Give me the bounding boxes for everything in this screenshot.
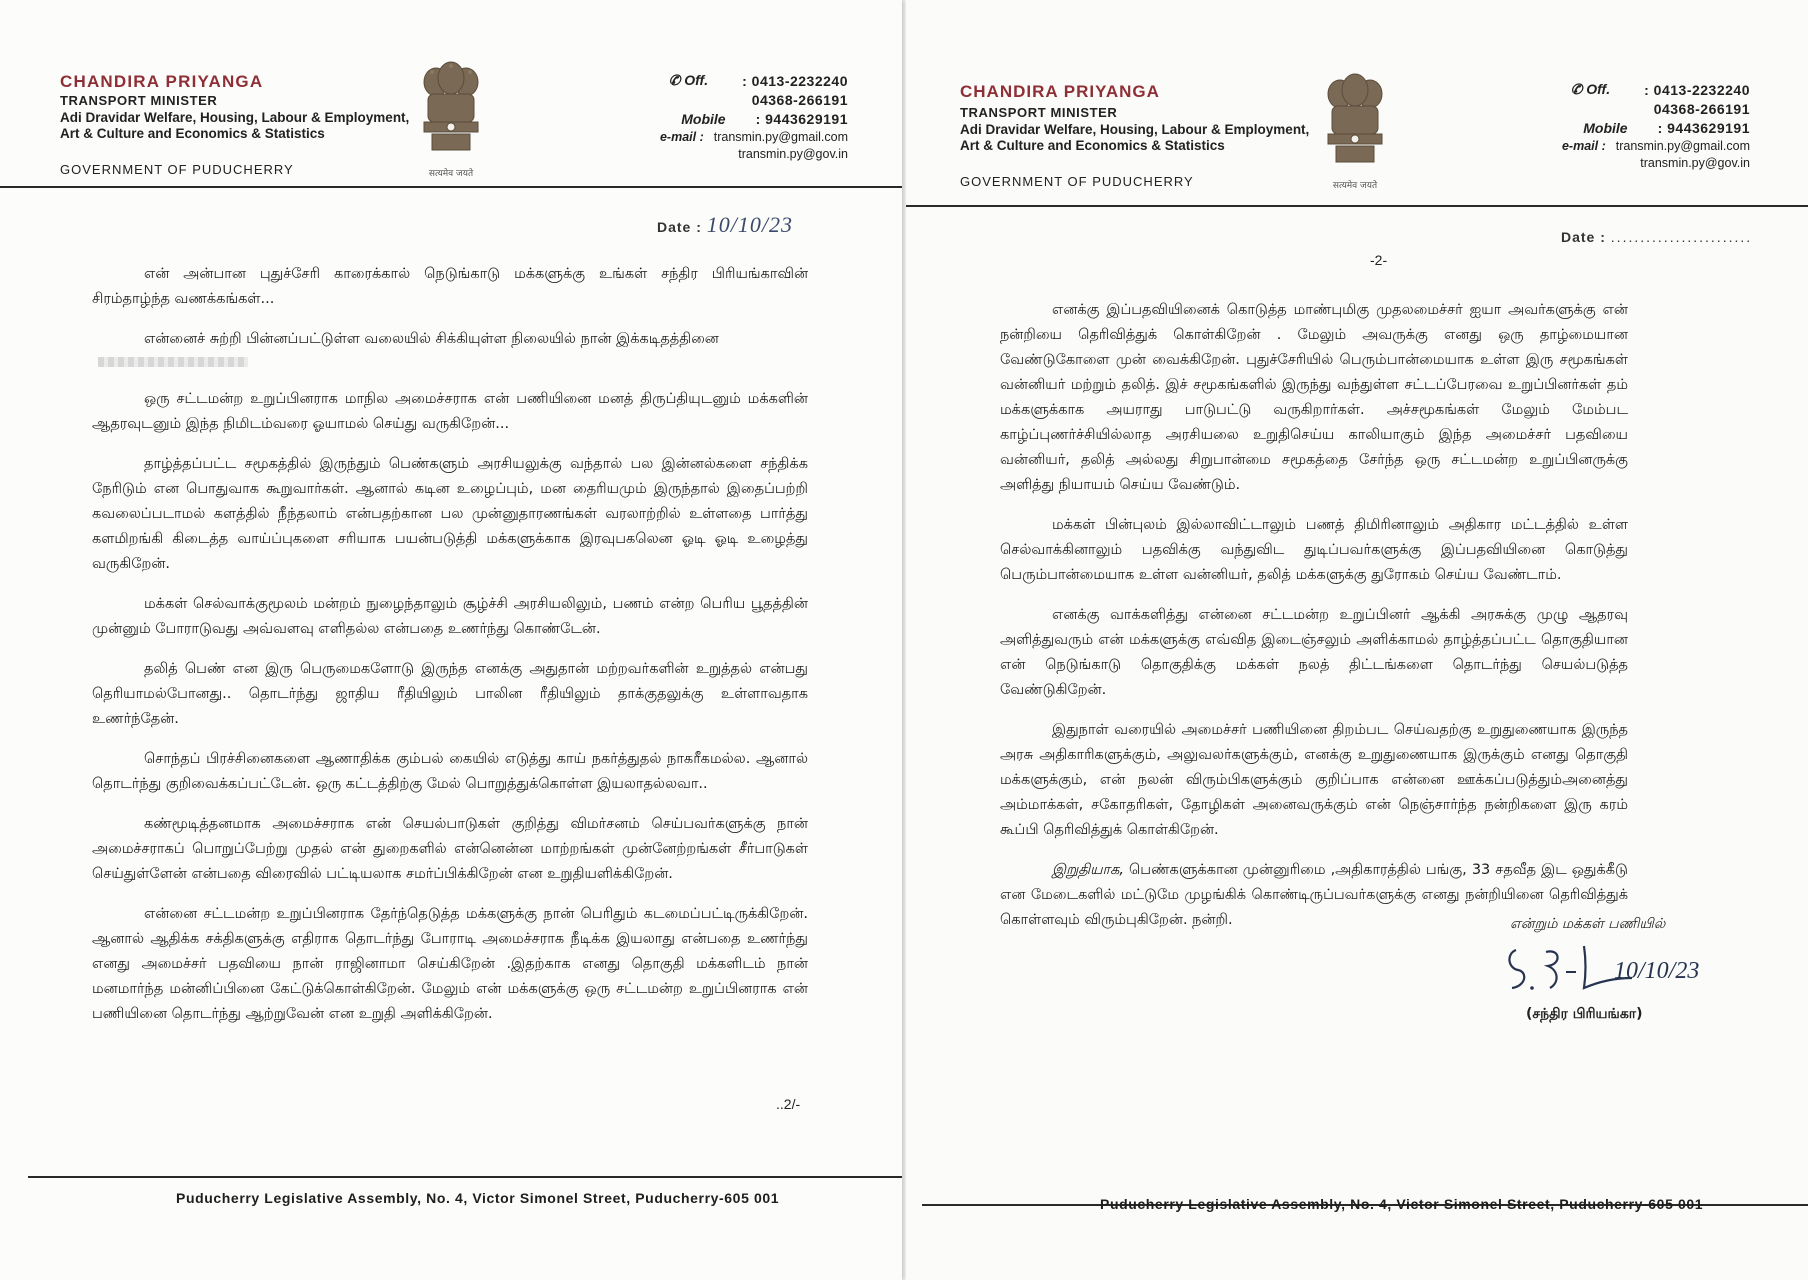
government-name: GOVERNMENT OF PUDUCHERRY [60,162,294,177]
emblem-motto: सत्यमेव जयते [428,169,474,179]
page-number: -2- [1370,252,1388,268]
mobile-label: Mobile [1583,119,1628,136]
government-name: GOVERNMENT OF PUDUCHERRY [960,174,1194,189]
emblem-motto: सत्यमेव जयते [1332,181,1378,191]
date-line [657,212,793,238]
continued-marker: ..2/- [776,1096,801,1112]
paragraph: எனக்கு வாக்களித்து என்னை சட்டமன்ற உறுப்பினர் ஆக்கி அரசுக்கு முழு ஆதரவு அளித்துவரும் என் மக்களுக்கு எவ்வித இடைஞ்சலும் அளிக்காமல் தாழ்த்தப்பட்ட தொகுதியான என் நெடுங்காடு தொகுதிக்கு மக்கள் நலத் திட்டங்களை தொடர்ந்து செயல்படுத்த வேண்டுகிறேன். [1000,607,1628,698]
redacted-text-smudge [98,357,248,367]
email-2: transmin.py@gov.in [738,146,848,161]
signature [1502,938,1712,1012]
email-1: transmin.py@gmail.com [713,129,848,144]
contact-block [1490,80,1750,171]
email-label: e-mail : [1561,138,1606,153]
closing-phrase: என்றும் மக்கள் பணியில் [1510,916,1666,932]
footer-address: Puducherry Legislative Assembly, No. 4, Victor Simonel Street, Puducherry-605 001 [1100,1196,1704,1212]
paragraph: கண்மூடித்தனமாக அமைச்சராக என் செயல்பாடுகள் குறித்து விமர்சனம் செய்பவர்களுக்கு நான் அமைச்சராகப் பொறுப்பேற்று முதல் என் துறைகளில் என்னென்ன மாற்றங்கள் முன்னேற்றங்கள் சீர்பாடுகள் செய்துள்ளேன் என்பதை விரைவில் பட்டியலாக சமர்ப்பிக்கிறேன் என உறுதியளிக்கிறேன். [92,816,808,882]
national-emblem-icon [414,54,488,182]
paragraph: தாழ்த்தப்பட்ட சமூகத்தில் இருந்தும் பெண்களும் அரசியலுக்கு வந்தால் பல இன்னல்களை சந்திக்க நேரிடும் என பொதுவாக கூறுவார்கள். ஆனால் கடின உழைப்பும், மன தைரியமும் இருந்தால் இதைப்பற்றி கவலைப்படாமல் களத்தில் நீந்தலாம் என்பதற்கான பல முன்னுதாரணங்கள் வரலாற்றில் உள்ளதை பார்த்து களமிறங்கி கிடைத்த வாய்ப்புகளை சரியாக பயன்படுத்தி மக்களுக்காக இரவுபகலென ஓடி ஓடி உழைத்து வருகிறேன். [92,456,808,572]
letter-page-2 [906,0,1808,1280]
mobile-number: : 9443629191 [1657,119,1750,136]
final-rest: பெண்களுக்கான முன்னுரிமை ,அதிகாரத்தில் பங்கு, 33 சதவீத இட ஒதுக்கீடு என மேடைகளில் மட்டுமே முழங்கிக் கொண்டிருப்பவர்களுக்கு எனது நன்றியினை தெரிவித்துக் கொள்ளவும் விரும்புகிறேன். நன்றி. [1000,862,1628,928]
minister-designation: TRANSPORT MINISTER [960,105,1118,120]
office-phone-1: : 0413-2232240 [742,72,848,89]
date-label: Date : [657,219,702,235]
date-blank: ........................ [1610,229,1753,245]
signatory-name: (சந்திர பிரியங்கா) [1526,1006,1643,1022]
office-phone-1: : 0413-2232240 [1644,81,1750,98]
mobile-label: Mobile [681,110,726,127]
date-line [1561,229,1752,245]
paragraph: சொந்தப் பிரச்சினைகளை ஆணாதிக்க கும்பல் கையில் எடுத்து காய் நகர்த்துதல் நாகரீகமல்ல. ஆனால் தொடர்ந்து குறிவைக்கப்பட்டேன். ஒரு கட்டத்திற்கு மேல் பொறுத்துக்கொள்ள இயலாதல்லவா.. [92,751,808,792]
paragraph: தலித் பெண் என இரு பெருமைகளோடு இருந்த எனக்கு அதுதான் மற்றவர்களின் உறுத்தல் என்பது தெரியாமல்போனது.. தொடர்ந்து ஜாதிய ரீதியிலும் பாலின ரீதியிலும் தாக்குதலுக்கு உள்ளாவதாக உணர்ந்தேன். [92,661,808,727]
minister-name: CHANDIRA PRIYANGA [960,82,1160,101]
office-phone-2: 04368-266191 [751,91,848,108]
date-label: Date : [1561,229,1606,245]
letter-body-page-1 [92,262,808,1042]
paragraph: மக்கள் பின்புலம் இல்லாவிட்டாலும் பணத் திமிரினாலும் அதிகார மட்டத்தில் உள்ள செல்வாக்கினாலும் பதவிக்கு வந்துவிட துடிப்பவர்களுக்கு இப்பதவியினை கொடுத்து பெரும்பான்மையாக உள்ள வன்னியர், தலித் மக்களுக்கு துரோகம் செய்ய வேண்டாம். [1000,517,1628,583]
office-phone-label: ✆ Off. [668,72,709,88]
header-rule [0,186,902,188]
footer-rule [28,1176,902,1178]
minister-designation: TRANSPORT MINISTER [60,93,218,108]
paragraph: என்னைச் சுற்றி பின்னப்பட்டுள்ள வலையில் சிக்கியுள்ள நிலையில் நான் இக்கடிதத்தினை [144,331,719,347]
final-lead: இறுதியாக, [1052,862,1124,878]
header-rule [906,205,1808,207]
email-2: transmin.py@gov.in [1640,155,1750,170]
minister-name: CHANDIRA PRIYANGA [60,72,264,91]
footer-address: Puducherry Legislative Assembly, No. 4, Victor Simonel Street, Puducherry-605 001 [176,1190,780,1206]
minister-departments: Adi Dravidar Welfare, Housing, Labour & Employment, Art & Culture and Economics & Statistics [60,110,410,141]
email-label: e-mail : [659,129,704,144]
paragraph: ஒரு சட்டமன்ற உறுப்பினராக மாநில அமைச்சராக என் பணியினை மனத் திருப்தியுடனும் மக்களின் ஆதரவுடனும் இந்த நிமிடம்வரை ஓயாமல் செய்து வருகிறேன்... [92,391,808,432]
contact-block [588,71,848,162]
paragraph: என்னை சட்டமன்ற உறுப்பினராக தேர்ந்தெடுத்த மக்களுக்கு நான் பெரிதும் கடமைப்பட்டிருக்கிறேன். ஆனால் ஆதிக்க சக்திகளுக்கு எதிராக தொடர்ந்து போராடி அமைச்சராக நீடிக்க இயலாது என்பதை உணர்ந்து எனது அமைச்சர் பதவியை நான் ராஜினாமா செய்கிறேன் .இதற்காக எனது தொகுதி மக்களிடம் நான் மனமார்ந்த மன்னிப்பினை கேட்டுக்கொள்கிறேன். மேலும் என் மக்களுக்கு ஒரு சட்டமன்ற உறுப்பினராக என் பணியினை தொடர்ந்து ஆற்றுவேன் என உறுதி அளிக்கிறேன். [92,906,808,1022]
mobile-number: : 9443629191 [755,110,848,127]
national-emblem-icon [1318,66,1392,194]
letter-page-1 [0,0,902,1280]
office-phone-2: 04368-266191 [1653,100,1750,117]
letter-body-page-2 [1000,298,1628,948]
paragraph: எனக்கு இப்பதவியினைக் கொடுத்த மாண்புமிகு முதலமைச்சர் ஐயா அவர்களுக்கு என் நன்றியை தெரிவித்துக் கொள்கிறேன் . மேலும் அவருக்கு எனது ஒரு தாழ்மையான வேண்டுகோளை முன் வைக்கிறேன். புதுச்சேரியில் பெரும்பான்மையாக உள்ள இரு சமூகங்கள் வன்னியர் மற்றும் தலித். இச் சமூகங்களில் இருந்து வந்துள்ள சட்டப்பேரவை உறுப்பினர்கள் தம் மக்களுக்காக அயராது பாடுபட்டு வருகிறார்கள். அச்சமூகங்கள் மேலும் மேம்பட காழ்ப்புணர்ச்சியில்லாத அரசியலை உறுதிசெய்ய காலியாகும் இந்த அமைச்சர் பதவியை வன்னியர், தலித் அல்லது சிறுபான்மை சமூகத்தை சேர்ந்த ஒரு சட்டமன்ற உறுப்பினருக்கு அளித்து நியாயம் செய்ய வேண்டும். [1000,302,1628,493]
paragraph: மக்கள் செல்வாக்குமூலம் மன்றம் நுழைந்தாலும் சூழ்ச்சி அரசியலிலும், பணம் என்ற பெரிய பூதத்தின் முன்னும் போராடுவது அவ்வளவு எளிதல்ல என்பதை உணர்ந்து கொண்டேன். [92,596,808,637]
email-1: transmin.py@gmail.com [1615,138,1750,153]
minister-departments: Adi Dravidar Welfare, Housing, Labour & Employment, Art & Culture and Economics & Statistics [960,122,1310,153]
date-value: 10/10/23 [706,212,794,237]
paragraph: என் அன்பான புதுச்சேரி காரைக்கால் நெடுங்காடு மக்களுக்கு உங்கள் சந்திர பிரியங்காவின் சிரம்தாழ்ந்த வணக்கங்கள்... [92,266,808,307]
signature-date: 10/10/23 [1614,958,1700,984]
paragraph: இதுநாள் வரையில் அமைச்சர் பணியினை திறம்பட செய்வதற்கு உறுதுணையாக இருந்த அரசு அதிகாரிகளுக்கும், அலுவலர்களுக்கும், எனக்கு உறுதுணையாக இருக்கும் எனது தொகுதி மக்களுக்கும், என் நலன் விரும்பிகளுக்கும் குறிப்பாக என்னை ஊக்கப்படுத்தும்அனைத்து அம்மாக்கள், சகோதரிகள், தோழிகள் அனைவருக்கும் என் நெஞ்சார்ந்த நன்றிகளை இரு கரம் கூப்பி தெரிவித்துக் கொள்கிறேன். [1000,722,1628,838]
office-phone-label: ✆ Off. [1570,81,1611,97]
